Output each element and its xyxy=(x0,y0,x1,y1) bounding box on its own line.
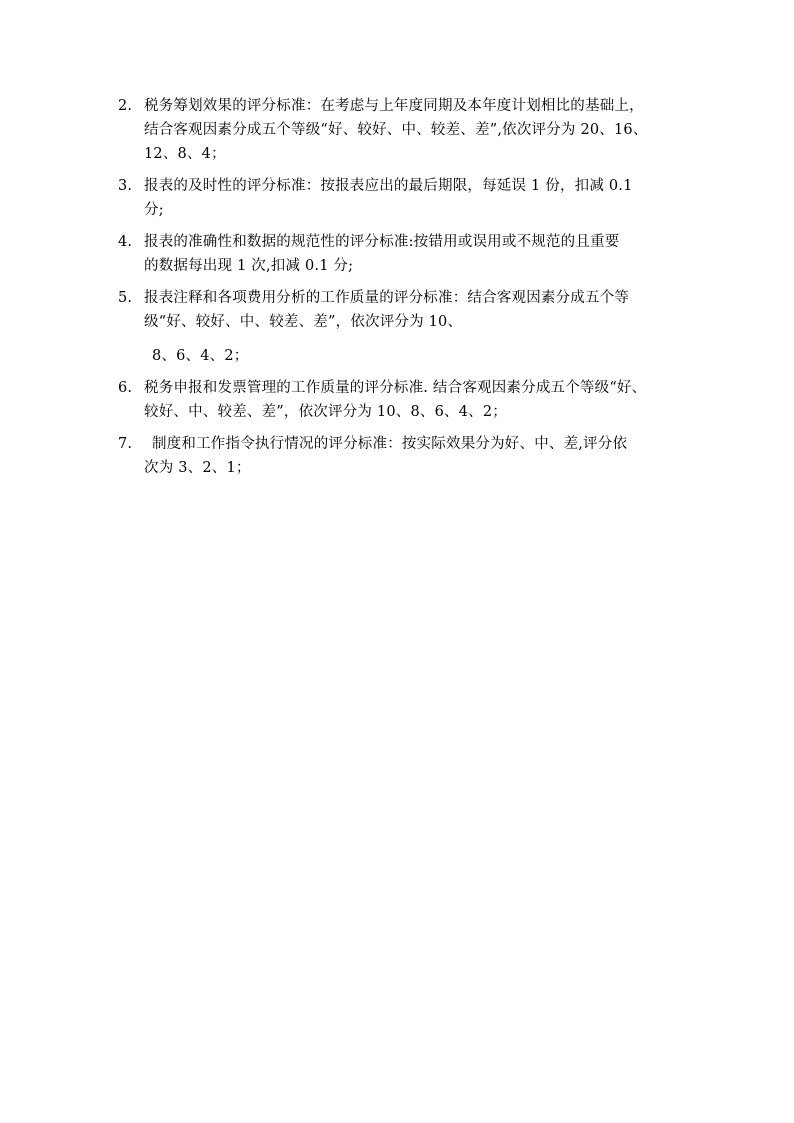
item-text-line: 级“好、较好、中、较差、差”，依次评分为 10、 xyxy=(144,314,463,330)
item-text-line: 的数据每出现 1 次,扣减 0.1 分; xyxy=(144,258,354,274)
list-item xyxy=(118,174,698,222)
list-item xyxy=(118,376,698,424)
item-text-line: 12、8、4； xyxy=(144,146,226,162)
item-text-line: 次为 3、2、1； xyxy=(144,460,251,476)
item-text-line: 分; xyxy=(144,202,164,218)
item-text-line: 税务筹划效果的评分标准：在考虑与上年度同期及本年度计划相比的基础上， xyxy=(144,98,644,114)
list-item xyxy=(118,230,698,278)
item-number: 6. xyxy=(118,380,133,396)
item-number: 5. xyxy=(118,290,133,306)
item-text-line: 结合客观因素分成五个等级“好、较好、中、较差、差”,依次评分为 20、16、 xyxy=(144,122,648,138)
list-item xyxy=(118,94,698,166)
list-item xyxy=(118,432,698,480)
item-text-line: 税务申报和发票管理的工作质量的评分标准. 结合客观因素分成五个等级“好、 xyxy=(144,380,647,396)
item-continuation-line: 8、6、4、2； xyxy=(152,348,249,364)
item-text-line: 较好、中、较差、差”，依次评分为 10、8、6、4、2； xyxy=(144,404,507,420)
item-number: 7. xyxy=(118,436,133,452)
criteria-list xyxy=(118,94,698,488)
item-number: 2. xyxy=(118,98,133,114)
item-text-line: 报表注释和各项费用分析的工作质量的评分标准：结合客观因素分成五个等 xyxy=(144,290,630,306)
item-text-line: 报表的及时性的评分标准：按报表应出的最后期限，每延误 1 份，扣减 0.1 xyxy=(144,178,633,194)
item-text-line: 报表的准确性和数据的规范性的评分标准:按错用或误用或不规范的且重要 xyxy=(144,234,620,250)
item-text-line: 制度和工作指令执行情况的评分标准：按实际效果分为好、中、差,评分依 xyxy=(152,436,628,452)
item-number: 4. xyxy=(118,234,133,250)
list-item xyxy=(118,286,698,368)
item-number: 3. xyxy=(118,178,133,194)
